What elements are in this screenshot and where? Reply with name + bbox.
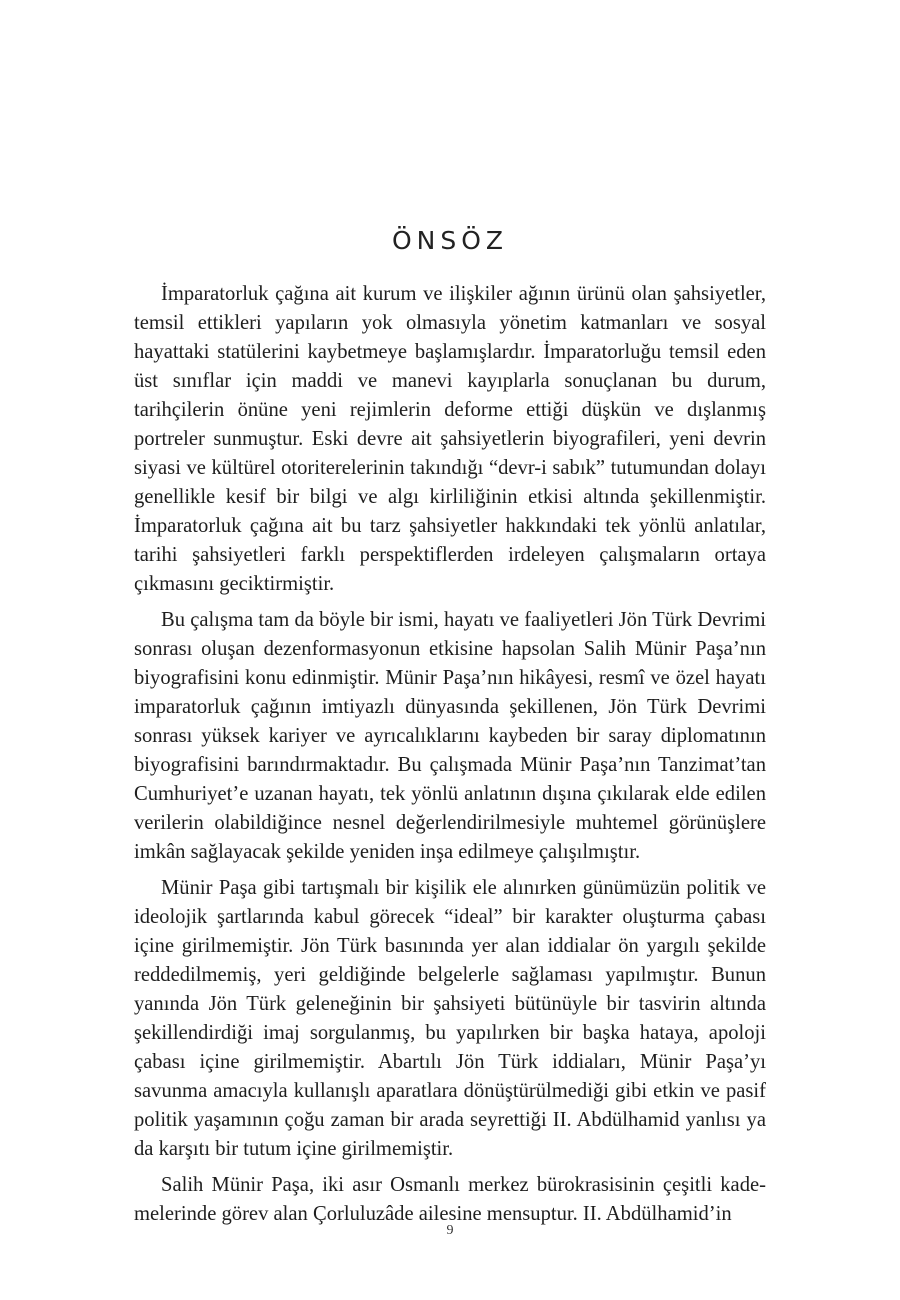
body-text xyxy=(134,280,766,1236)
paragraph-1: İmparatorluk çağına ait kurum ve ilişkiler ağının ürünü olan şahsiyetler, temsil ettikleri yapıların yok olmasıyla yönetim katmanları ve sosyal hayattaki statülerini kaybetmeye başlamışlardır. İmparatorluğu temsil eden üst sınıflar için maddi ve manevi kayıplarla sonuçlanan bu durum, tarihçilerin önüne yeni rejimlerin deforme ettiği düşkün ve dışlanmış portreler sunmuştur. Eski devre ait şahsiyetlerin biyografileri, yeni devrin siyasi ve kültürel otoriterelerinin takındığı “devr-i sabık” tutumundan dolayı genellikle kesif bir bilgi ve algı kirliliğinin etkisi altında şekillenmiştir. İmparatorluk çağına ait bu tarz şahsiyetler hakkındaki tek yönlü anlatılar, tarihi şahsiyetleri farklı perspektiflerden irdeleyen çalışmaların ortaya çıkmasını geciktirmiştir. xyxy=(134,283,766,595)
chapter-heading: ÖNSÖZ xyxy=(391,226,509,255)
paragraph-4: Salih Münir Paşa, iki asır Osmanlı merkez bürokrasisinin çeşitli kademelerinde görev alan Çorluluzâde ailesine mensuptur. II. Abdülhamid’in xyxy=(134,1174,766,1225)
paragraph-3: Münir Paşa gibi tartışmalı bir kişilik ele alınırken günümüzün politik ve ideolojik şartlarında kabul görecek “ideal” bir karakter oluşturma çabası içine girilmemiştir. Jön Türk basınında yer alan iddialar ön yargılı şekilde reddedilmemiş, yeri geldiğinde belgelerle sağlaması yapılmıştır. Bunun yanında Jön Türk geleneğinin bir şahsiyeti bütünüyle bir tasvirin altında şekillendirdiği imaj sorgulanmış, bu yapılırken bir başka hataya, apoloji çabası içine girilmemiştir. Abartılı Jön Türk iddiaları, Münir Paşa’yı savunma amacıyla kullanışlı aparatlara dönüştürülmediği gibi etkin ve pasif politik yaşamının çoğu zaman bir arada seyrettiği II. Abdülhamid yanlısı ya da karşıtı bir tutum içine girilmemiştir. xyxy=(134,877,766,1160)
page-number: 9 xyxy=(446,1223,454,1238)
paragraph-2: Bu çalışma tam da böyle bir ismi, hayatı ve faaliyetleri Jön Türk Devrimi sonrası oluşan dezenformasyonun etkisine hapsolan Salih Münir Paşa’nın biyografisini konu edinmiştir. Münir Paşa’nın hikâyesi, resmî ve özel hayatı imparatorluk çağının imtiyazlı dünyasında şekillenen, Jön Türk Devrimi sonrası yüksek kariyer ve ayrıcalıklarını kaybeden bir saray diplomatının biyografisini barındırmaktadır. Bu çalışmada Münir Paşa’nın Tanzimat’tan Cumhuriyet’e uzanan hayatı, tek yönlü anlatının dışına çıkılarak elde edilen verilerin olabildiğince nesnel değerlendirilmesiyle muhtemel görünüşlere imkân sağlayacak şekilde yeniden inşa edilmeye çalışılmıştır. xyxy=(134,609,766,863)
